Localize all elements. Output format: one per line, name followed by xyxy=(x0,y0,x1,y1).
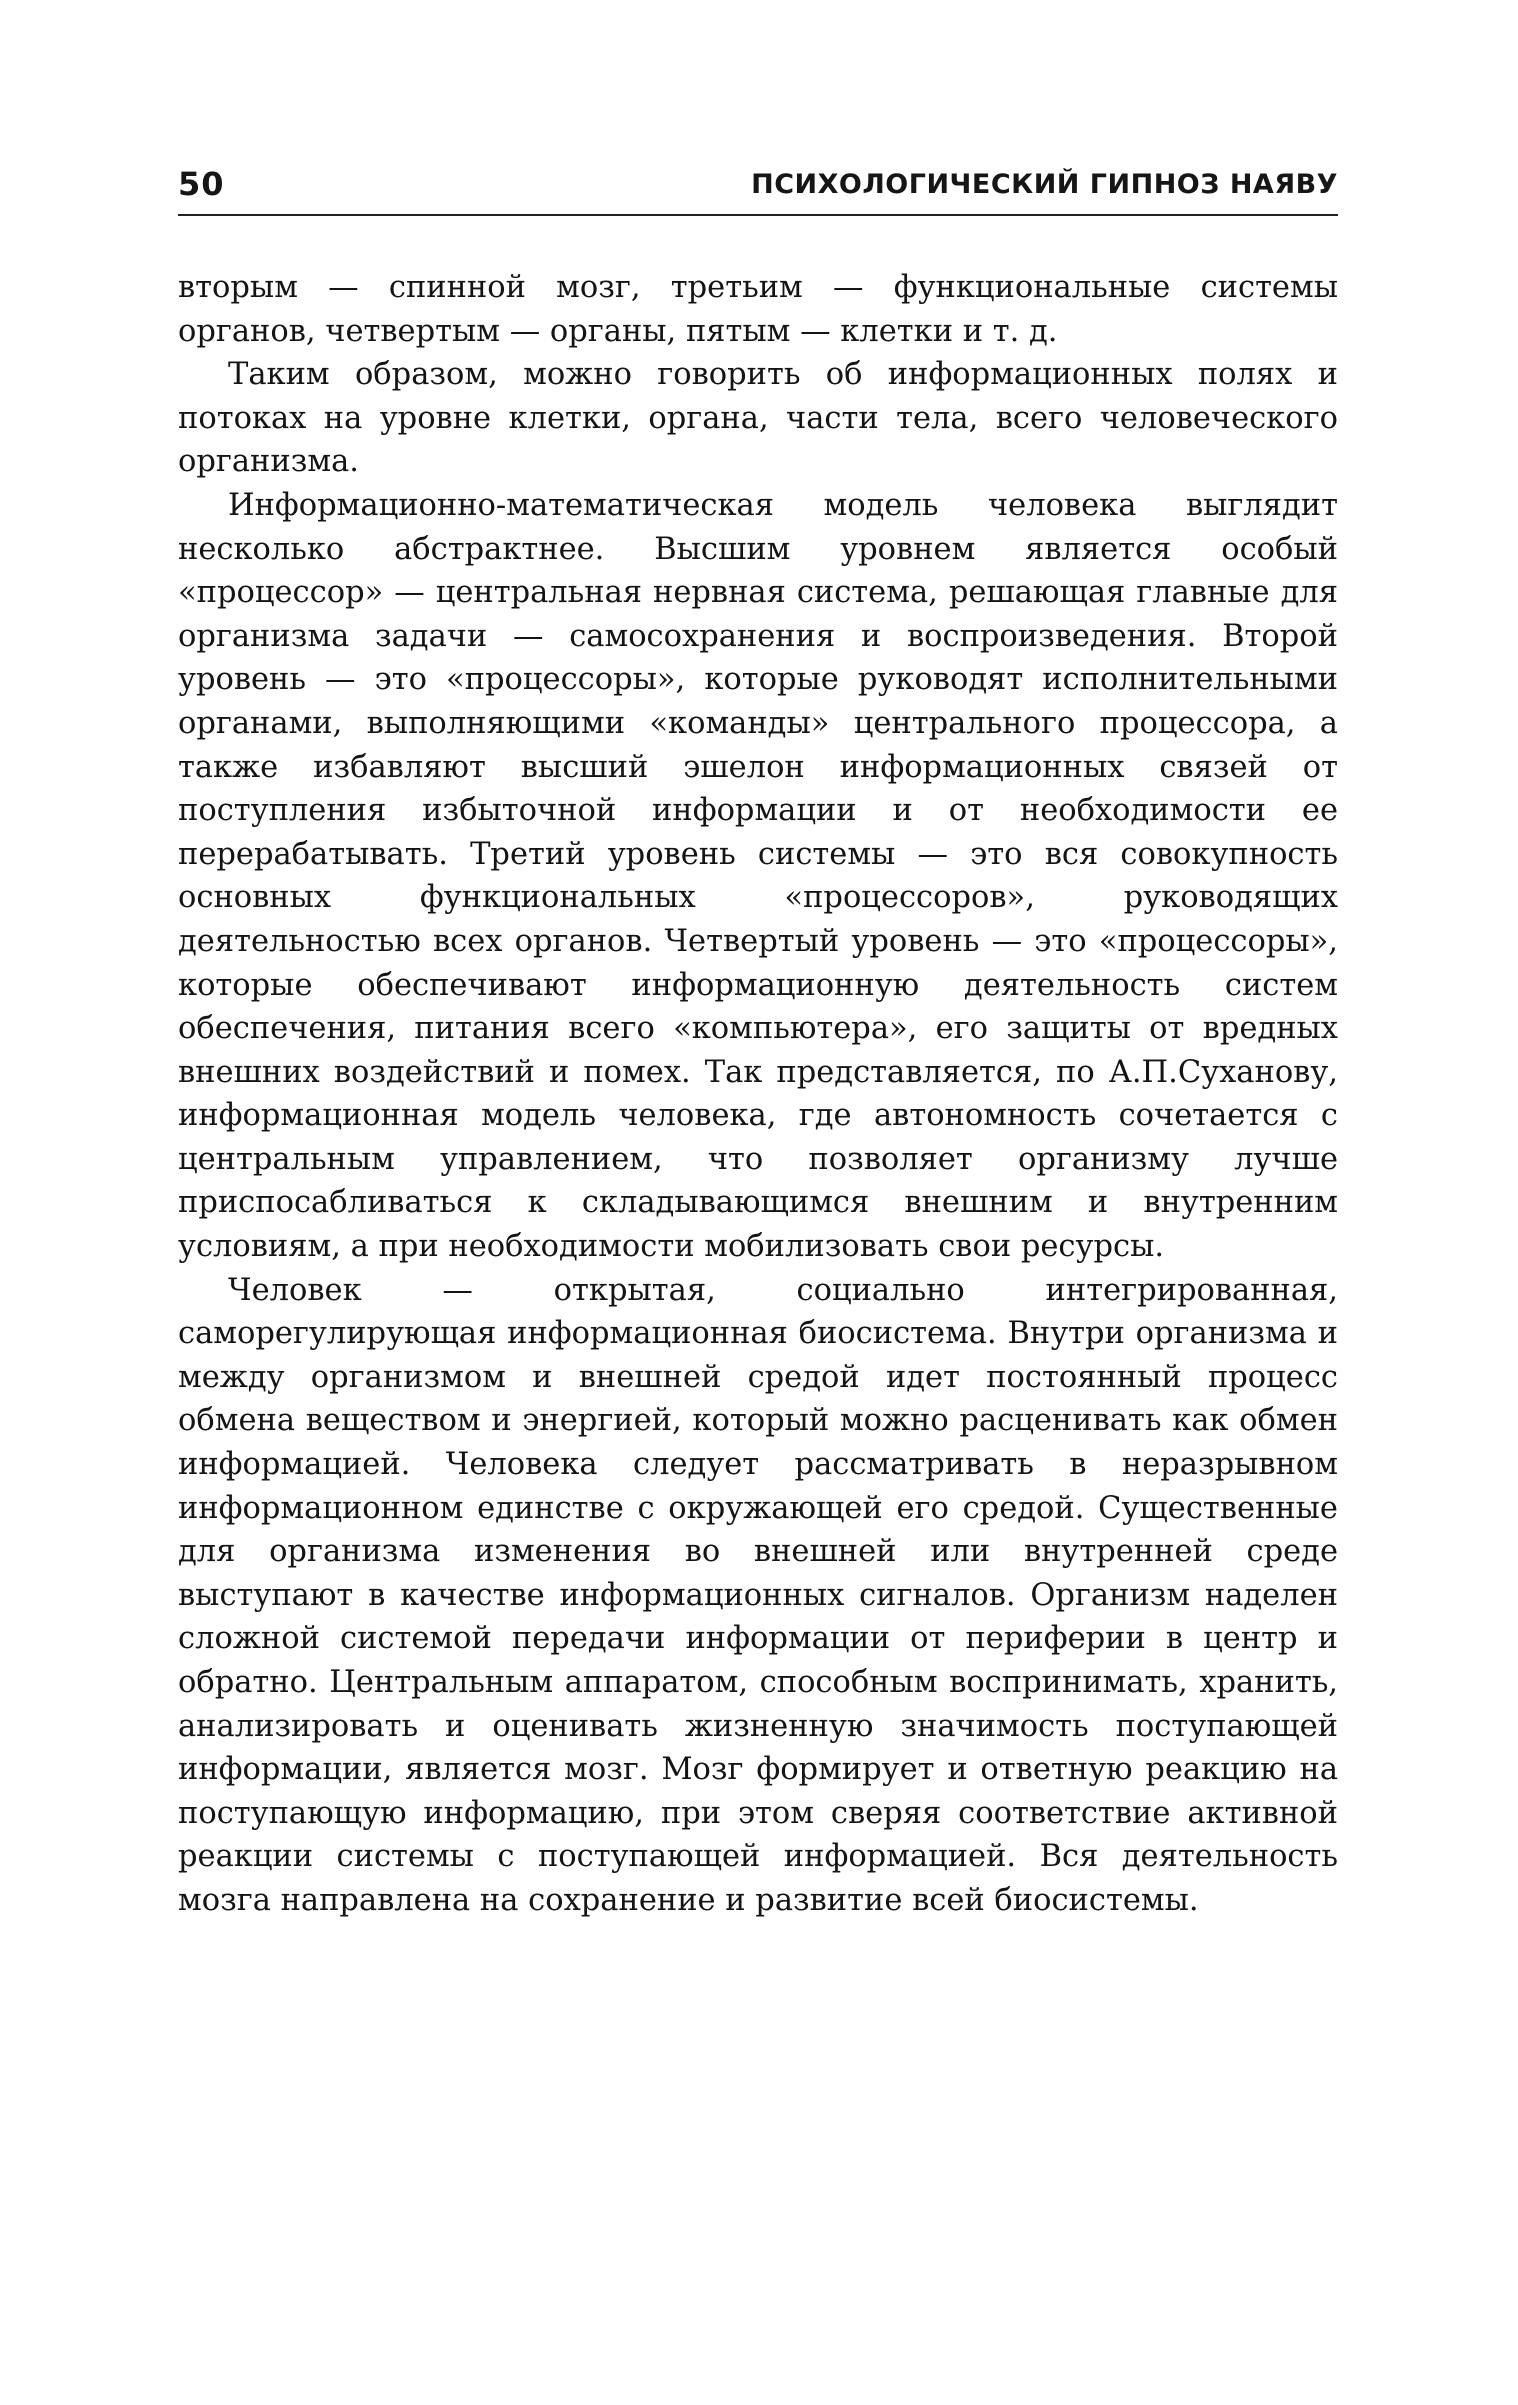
paragraph: Человек — открытая, социально интегрированная, саморегулирующая информационная биосистема. Внутри организма и между организмом и внешней средой идет постоянный процесс обмена веществом и энергией, который можно расценивать как обмен информацией. Человека следует рассматривать в неразрывном информационном единстве с окружающей его средой. Существенные для организма изменения во внешней или внутренней среде выступают в качестве информационных сигналов. Организм наделен сложной системой передачи информации от периферии в центр и обратно. Центральным аппаратом, способным воспринимать, хранить, анализировать и оценивать жизненную значимость поступающей информации, является мозг. Мозг формирует и ответную реакцию на поступающую информацию, при этом сверяя соответствие активной реакции системы с поступающей информацией. Вся деятельность мозга направлена на сохранение и развитие всей биосистемы. xyxy=(178,1272,1338,1918)
book-page xyxy=(178,150,1338,1923)
running-title: ПСИХОЛОГИЧЕСКИЙ ГИПНОЗ НАЯВУ xyxy=(751,169,1338,200)
paragraph: Таким образом, можно говорить об информационных полях и потоках на уровне клетки, органа, части тела, всего человеческого организма. xyxy=(178,357,1338,480)
page-number: 50 xyxy=(178,165,225,203)
header-rule xyxy=(178,214,1338,216)
body-text xyxy=(178,266,1338,1923)
paragraph-continuation: вторым — спинной мозг, третьим — функциональные системы органов, четвертым — органы, пятым — клетки и т. д. xyxy=(178,270,1338,349)
running-head xyxy=(178,150,1338,203)
paragraph: Информационно-математическая модель человека выглядит несколько абстрактнее. Высшим уровнем является особый «процессор» — центральная нервная система, решающая главные для организма задачи — самосохранения и воспроизведения. Второй уровень — это «процессоры», которые руководят исполнительными органами, выполняющими «команды» центрального процессора, а также избавляют высший эшелон информационных связей от поступления избыточной информации и от необходимости ее перерабатывать. Третий уровень системы — это вся совокупность основных функциональных «процессоров», руководящих деятельностью всех органов. Четвертый уровень — это «процессоры», которые обеспечивают информационную деятельность систем обеспечения, питания всего «компьютера», его защиты от вредных внешних воздействий и помех. Так представляется, по А.П.Суханову, информационная модель человека, где автономность сочетается с центральным управлением, что позволяет организму лучше приспосабливаться к складывающимся внешним и внутренним условиям, а при необходимости мобилизовать свои ресурсы. xyxy=(178,487,1338,1265)
